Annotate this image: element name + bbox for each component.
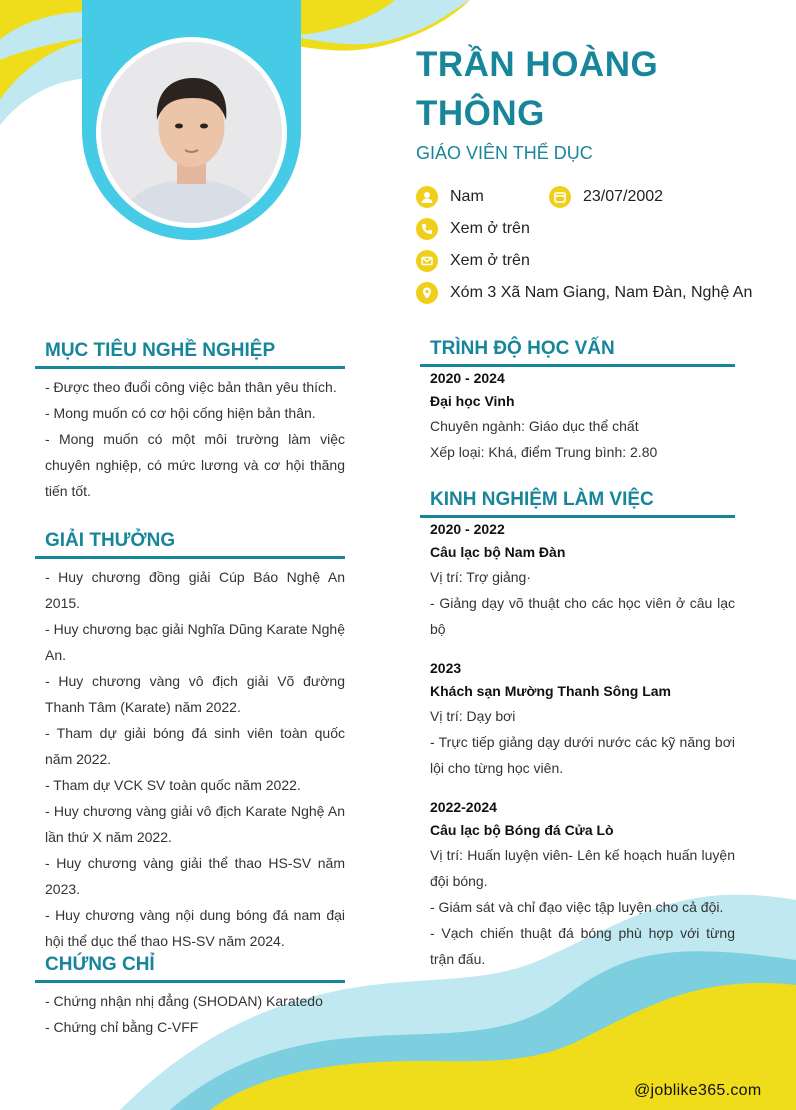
awards-list xyxy=(45,564,345,954)
certificate-item: - Chứng chỉ bằng C-VFF xyxy=(45,1019,199,1035)
email-row xyxy=(416,250,530,272)
experience-line: - Vạch chiến thuật đá bóng phù hợp với từng trận đấu. xyxy=(430,925,735,967)
candidate-name: TRẦN HOÀNG THÔNG xyxy=(416,45,659,133)
experience-years: 2023 xyxy=(430,660,462,676)
address-value: Xóm 3 Xã Nam Giang, Nam Đàn, Nghệ An xyxy=(450,284,753,301)
objective-item: - Mong muốn có cơ hội cống hiện bản thân. xyxy=(45,405,316,421)
education-school: Đại học Vinh xyxy=(430,393,515,409)
experience-entry xyxy=(430,657,735,781)
avatar xyxy=(101,42,282,223)
phone-value: Xem ở trên xyxy=(450,220,530,237)
award-item: - Huy chương vàng nội dung bóng đá nam đại hội thể dục thể thao HS-SV năm 2024. xyxy=(45,907,345,949)
certificates-heading: CHỨNG CHỈ xyxy=(45,954,155,975)
award-item: - Huy chương vàng vô địch giải Võ đường Thanh Tâm (Karate) năm 2022. xyxy=(45,673,345,715)
gender-row xyxy=(416,186,484,208)
email-value: Xem ở trên xyxy=(450,252,530,269)
objective-heading: MỤC TIÊU NGHỀ NGHIỆP xyxy=(45,340,276,361)
objective-item: - Được theo đuổi công việc bản thân yêu thích. xyxy=(45,379,337,395)
certificates-list xyxy=(45,988,345,1040)
education-entry xyxy=(430,367,735,465)
job-title: GIÁO VIÊN THỂ DỤC xyxy=(416,143,593,163)
experience-org: Câu lạc bộ Nam Đàn xyxy=(430,544,566,560)
objective-item: - Mong muốn có một môi trường làm việc chuyên nghiệp, có mức lương và cơ hội thăng tiến tốt. xyxy=(45,431,345,499)
mail-icon xyxy=(416,250,438,272)
experience-line: - Giám sát và chỉ đạo việc tập luyện cho cả đội. xyxy=(430,899,724,915)
education-heading: TRÌNH ĐỘ HỌC VẤN xyxy=(430,338,615,359)
location-pin-icon xyxy=(416,282,438,304)
awards-divider xyxy=(35,556,345,559)
education-years: 2020 - 2024 xyxy=(430,370,505,386)
experience-org: Khách sạn Mường Thanh Sông Lam xyxy=(430,683,671,699)
award-item: - Tham dự VCK SV toàn quốc năm 2022. xyxy=(45,777,301,793)
award-item: - Huy chương vàng giải thể thao HS-SV năm 2023. xyxy=(45,855,345,897)
award-item: - Huy chương vàng giải vô địch Karate Nghệ An lần thứ X năm 2022. xyxy=(45,803,345,845)
experience-line: Vị trí: Trợ giảng· xyxy=(430,569,531,585)
objective-divider xyxy=(35,366,345,369)
award-item: - Huy chương bạc giải Nghĩa Dũng Karate Nghệ An. xyxy=(45,621,345,663)
experience-line: Vị trí: Huấn luyện viên- Lên kế hoạch huấn luyện đội bóng. xyxy=(430,847,735,889)
experience-entry xyxy=(430,796,735,972)
phone-icon xyxy=(416,218,438,240)
birthday-value: 23/07/2002 xyxy=(583,188,664,205)
experience-heading: KINH NGHIỆM LÀM VIỆC xyxy=(430,489,654,510)
experience-entry xyxy=(430,518,735,642)
experience-line: Vị trí: Dạy bơi xyxy=(430,708,516,724)
experience-org: Câu lạc bộ Bóng đá Cửa Lò xyxy=(430,822,614,838)
birthday-row xyxy=(549,186,663,208)
education-line: Chuyên ngành: Giáo dục thể chất xyxy=(430,418,639,434)
certificate-item: - Chứng nhận nhị đẳng (SHODAN) Karatedo xyxy=(45,993,323,1009)
experience-years: 2020 - 2022 xyxy=(430,521,505,537)
objective-list xyxy=(45,374,345,504)
calendar-icon xyxy=(549,186,571,208)
gender-value: Nam xyxy=(450,188,484,205)
award-item: - Tham dự giải bóng đá sinh viên toàn quốc năm 2022. xyxy=(45,725,345,767)
experience-years: 2022-2024 xyxy=(430,799,497,815)
education-line: Xếp loại: Khá, điểm Trung bình: 2.80 xyxy=(430,444,658,460)
watermark-link[interactable]: @joblike365.com xyxy=(634,1082,762,1099)
certificates-divider xyxy=(35,980,345,983)
award-item: - Huy chương đồng giải Cúp Báo Nghệ An 2015. xyxy=(45,569,345,611)
phone-row xyxy=(416,218,530,240)
awards-heading: GIẢI THƯỞNG xyxy=(45,530,176,551)
address-row xyxy=(416,282,752,304)
experience-line: - Giảng dạy võ thuật cho các học viên ở câu lạc bộ xyxy=(430,595,735,637)
user-icon xyxy=(416,186,438,208)
experience-line: - Trực tiếp giảng dạy dưới nước các kỹ năng bơi lội cho từng học viên. xyxy=(430,734,735,776)
